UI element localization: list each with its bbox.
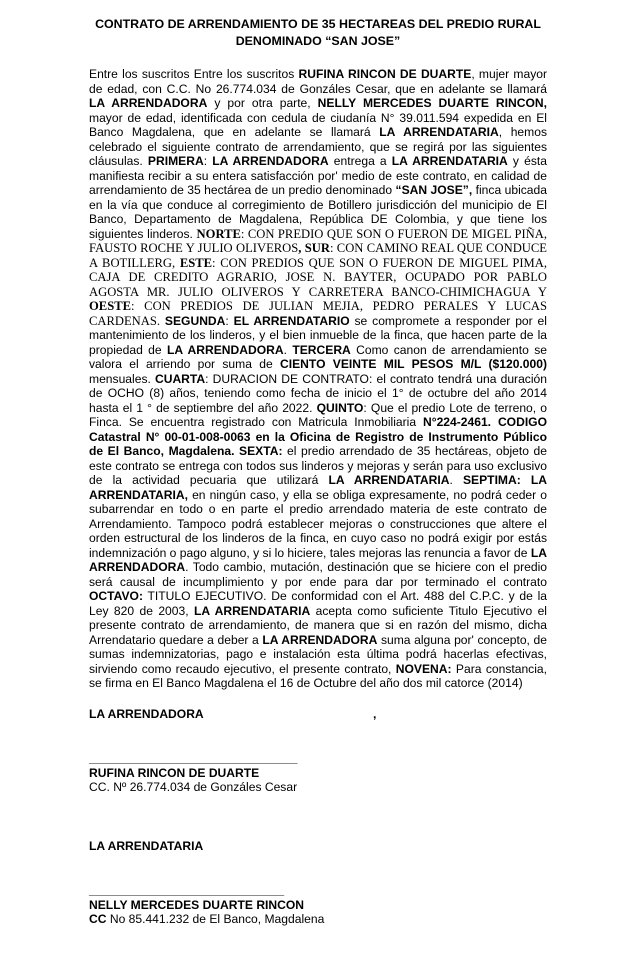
- arrendataria-role-label: LA ARRENDATARIA: [89, 838, 204, 853]
- contract-text-segment: mayor de edad, identificada con cedula de ciudanía N° 39.011.594 expedida en El Banco Magdalena, que en adelante se llamará: [89, 110, 547, 139]
- contract-text-segment: , hemos celebrado el siguiente contrato de arrendamiento, que se regirá por las siguientes cláusulas.: [89, 125, 547, 168]
- contract-text-segment: : CON PREDIOS DE JULIAN MEJIA, PEDRO PERALES Y LUCAS CARDENAS.: [89, 299, 547, 328]
- contract-text-segment: . Todo cambio, mutación, destinación que se hiciere con el predio será causal de incumplimiento y por ende para dar por terminado el contrato: [89, 560, 547, 589]
- contract-title: CONTRATO DE ARRENDAMIENTO DE 35 HECTAREAS DEL PREDIO RURAL DENOMINADO “SAN JOSE”: [95, 17, 541, 48]
- contract-text-segment: suma alguna por' concepto, de sumas indemnizatorias, pago e instalación esta última podrá hacerlas efectivas, sirviendo como recaudo ejecutivo, el presente contrato,: [89, 632, 547, 676]
- arrendadora-role-label: LA ARRENDADORA: [89, 706, 204, 721]
- contract-text-segment: acepta como suficiente Titulo Ejecutivo el presente contrato de arrendamiento, de manera que si en razón del mismo, dicha Arrendatario quedare a deber a: [89, 603, 547, 647]
- contract-text-segment: Para constancia, se firma en El Banco Magdalena el 16 de Octubre del año dos mil catorce (2014): [89, 661, 547, 690]
- contract-text-segment: LA ARRENDADORA: [89, 545, 547, 574]
- contract-body: [89, 67, 547, 691]
- contract-text-segment: :: [225, 313, 234, 328]
- contract-text-segment: : Que el predio Lote de terreno, o Finca. Se encuentra registrado con Matricula Inmobiliaria: [89, 400, 547, 429]
- contract-text-segment: entrega a: [328, 154, 392, 168]
- contract-text-segment: LA ARRENDATARIA: [193, 603, 311, 618]
- contract-text-segment: TITULO EJECUTIVO. De conformidad con el Art. 488 del C.P.C. y de la Ley 820 de 2003,: [89, 589, 547, 618]
- arrendataria-id-prefix: CC: [89, 912, 107, 926]
- contract-text-segment: LA ARRENDADORA: [89, 96, 208, 110]
- arrendadora-signature-line: _______________________________: [89, 751, 298, 765]
- contract-text-segment: y por otra parte,: [207, 96, 318, 110]
- contract-text-segment: : CON PREDIO QUE SON O FUERON DE MIGEL PIÑA, FAUSTO ROCHE Y JULIO OLIVEROS: [89, 226, 548, 255]
- contract-text-segment: N°224-2461. CODIGO Catastral N° 00-01-008-0063 en la Oficina de Registro de Instrumento Público de El Banco, Magdalena.: [89, 415, 547, 458]
- arrendataria-signature-line: _____________________________: [89, 883, 285, 897]
- contract-text-segment: Entre los suscritos Entre los suscritos: [89, 67, 299, 81]
- contract-text-segment: Como canon de arrendamiento se valora el arriendo por suma de: [89, 342, 547, 371]
- arrendadora-id: CC. Nº 26.774.034 de Gonzáles Cesar: [89, 780, 298, 794]
- contract-text-segment: en ningún caso, y ella se obliga expresamente, no podrá ceder o subarrendar en todo o en parte el predio arrendado materia de este contrato de Arrendamiento. Tampoco podrá establecer mejoras o construcciones que altere el orden estructural de los linderos de la finca, en cuyo caso no podrá exigir por estás indemnización o pago alguno, y si lo hiciere, tales mejoras las renuncia a favor de: [89, 487, 547, 560]
- contract-text-segment: se compromete a responder por el mantenimiento de los linderos, y el bien inmueble de la finca, que hacen parte de la propiedad de: [89, 313, 547, 357]
- contract-text-segment: : DURACION DE CONTRATO: el contrato tendrá una duración de OCHO (8) años, teniendo como fecha de inicio el 1° de octubre del año 2014 hasta el 1 ° de septiembre del año 2022.: [89, 371, 547, 415]
- arrendadora-name: RUFINA RINCON DE DUARTE: [89, 765, 260, 780]
- arrendataria-name: NELLY MERCEDES DUARTE RINCON: [89, 897, 305, 912]
- contract-text-segment: SEGUNDA: [164, 313, 226, 328]
- arrendataria-id-number: No 85.441.232 de El Banco, Magdalena: [106, 912, 325, 926]
- contract-text-segment: finca ubicada en la vía que conduce al corregimiento de Botillero jurisdicción del municipio de El Banco, Departamento de Magdalena, República DE Colombia, y que tiene los siguientes linderos.: [89, 183, 547, 241]
- contract-text-segment: mensuales.: [89, 371, 155, 386]
- arrendadora-signature: [89, 707, 547, 722]
- contract-text-segment: el predio arrendado de 35 hectáreas, objeto de este contrato se entrega con todos sus linderos y mejoras y serán para uso exclusivo de la actividad pecuaria que utilizará: [89, 444, 547, 487]
- contract-text-segment: LA ARRENDATARIA: [379, 125, 499, 139]
- contract-text-segment: “SAN JOSE”,: [395, 183, 473, 197]
- contract-text-segment: .: [449, 473, 463, 487]
- signature-section: [89, 707, 547, 927]
- contract-text-segment: LA ARRENDADORA: [166, 342, 284, 357]
- contract-text-segment: LA ARRENDADORA: [262, 632, 378, 647]
- contract-text-segment: ,: [298, 241, 302, 255]
- contract-text-segment: PRIMERA: [147, 154, 204, 168]
- contract-text-segment: LA ARRENDADORA: [212, 154, 329, 168]
- contract-text-segment: QUINTO: [316, 400, 364, 415]
- contract-text-segment: SEXTA:: [239, 444, 283, 458]
- contract-text-segment: OESTE: [89, 299, 131, 313]
- contract-text-segment: :: [203, 154, 213, 168]
- contract-text-segment: NORTE: [196, 226, 241, 241]
- contract-text-segment: LA ARRENDATARIA: [328, 473, 450, 487]
- contract-text-segment: EL ARRENDATARIO: [233, 313, 350, 328]
- arrendataria-id: [89, 912, 547, 927]
- contract-text-segment: ESTE: [179, 255, 213, 270]
- contract-text-segment: CIENTO VEINTE MIL PESOS M/L ($120.000): [280, 357, 547, 371]
- contract-text-segment: : CON CAMINO REAL QUE CONDUCE A BOTILLERG,: [89, 241, 547, 270]
- contract-text-segment: y ésta manifiesta recibir a su entera satisfacción por' medio de este contrato, en calidad de arrendamiento de 35 hectárea de un predio denominado: [89, 154, 547, 197]
- comma-mark: ,: [373, 706, 377, 721]
- contract-text-segment: RUFINA RINCON DE DUARTE: [298, 67, 472, 81]
- contract-text-segment: NELLY MERCEDES DUARTE RINCON,: [317, 96, 547, 110]
- contract-text-segment: SEPTIMA: LA ARRENDATARIA,: [89, 473, 548, 502]
- contract-text-segment: LA ARRENDATARIA: [391, 154, 508, 168]
- contract-text-segment: SUR: [304, 241, 330, 255]
- contract-text-segment: .: [283, 342, 293, 357]
- contract-text-segment: : CON PREDIOS QUE SON O FUERON DE MIGUEL PIMA, CAJA DE CREDITO AGRARIO, JOSE N. BAYTER, OCUPADO POR PABLO AGOSTA MR. JULIO OLIVEROS Y CARRETERA BANCO-CHIMICHAGUA Y: [89, 255, 547, 299]
- contract-text-segment: NOVENA:: [395, 661, 452, 676]
- contract-text-segment: CUARTA: [154, 371, 206, 386]
- contract-text-segment: , mujer mayor de edad, con C.C. No 26.774.034 de Gonzáles Cesar, que en adelante se llamará: [89, 67, 547, 96]
- contract-text-segment: TERCERA: [292, 342, 351, 357]
- contract-text-segment: OCTAVO:: [89, 589, 143, 603]
